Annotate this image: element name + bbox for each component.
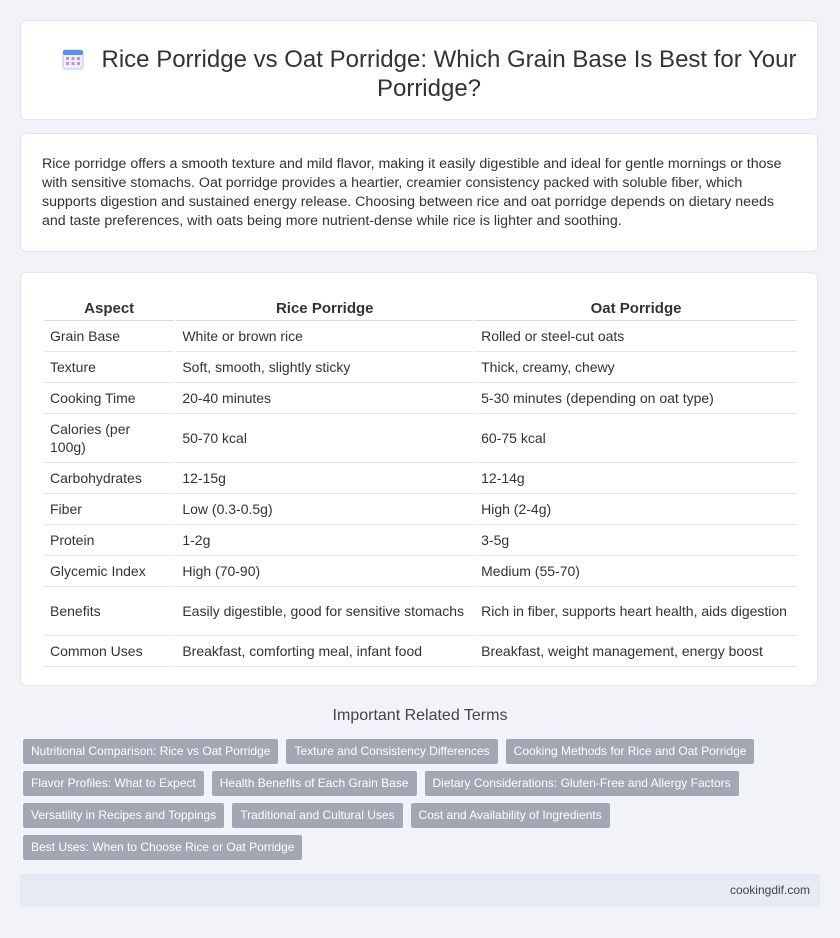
oat-cell: 60-75 kcal <box>475 414 797 463</box>
related-terms-heading: Important Related Terms <box>332 707 508 724</box>
rice-cell: 12-15g <box>176 463 473 494</box>
related-terms-list <box>23 739 803 860</box>
table-row <box>44 321 797 352</box>
rice-cell: White or brown rice <box>176 321 473 352</box>
rice-cell: 20-40 minutes <box>176 383 473 414</box>
rice-cell: 1-2g <box>176 525 473 556</box>
aspect-cell: Benefits <box>44 587 174 636</box>
related-term-tag[interactable]: Flavor Profiles: What to Expect <box>23 771 204 796</box>
related-term-tag[interactable]: Best Uses: When to Choose Rice or Oat Porridge <box>23 835 302 860</box>
summary-card <box>20 133 818 252</box>
calendar-grid-icon <box>62 48 84 70</box>
related-term-tag[interactable]: Cost and Availability of Ingredients <box>411 803 610 828</box>
oat-cell: Rich in fiber, supports heart health, aids digestion <box>475 587 797 636</box>
table-row <box>44 383 797 414</box>
oat-cell: 12-14g <box>475 463 797 494</box>
rice-cell: Easily digestible, good for sensitive stomachs <box>176 587 473 636</box>
table-row <box>44 636 797 667</box>
table-row <box>44 587 797 636</box>
oat-cell: 3-5g <box>475 525 797 556</box>
related-term-tag[interactable]: Traditional and Cultural Uses <box>232 803 402 828</box>
rice-cell: Low (0.3-0.5g) <box>176 494 473 525</box>
aspect-cell: Calories (per 100g) <box>44 414 174 463</box>
rice-cell: High (70-90) <box>176 556 473 587</box>
aspect-cell: Glycemic Index <box>44 556 174 587</box>
related-term-tag[interactable]: Dietary Considerations: Gluten-Free and Allergy Factors <box>425 771 739 796</box>
rice-cell: 50-70 kcal <box>176 414 473 463</box>
header-aspect: Aspect <box>44 293 174 321</box>
aspect-cell: Cooking Time <box>44 383 174 414</box>
table-header-row <box>44 293 797 321</box>
table-row <box>44 556 797 587</box>
table-row <box>44 352 797 383</box>
related-term-tag[interactable]: Nutritional Comparison: Rice vs Oat Porridge <box>23 739 278 764</box>
summary-paragraph: Rice porridge offers a smooth texture and mild flavor, making it easily digestible and ideal for gentle mornings or those with sensitive stomachs. Oat porridge provides a heartier, creamier consistency packed with soluble fiber, which supports digestion and sustained energy release. Choosing between rice and oat porridge depends on dietary needs and taste preferences, with oats being more nutrient-dense while rice is lighter and soothing. <box>42 156 782 229</box>
table-row <box>44 463 797 494</box>
aspect-cell: Texture <box>44 352 174 383</box>
aspect-cell: Carbohydrates <box>44 463 174 494</box>
aspect-cell: Protein <box>44 525 174 556</box>
oat-cell: Medium (55-70) <box>475 556 797 587</box>
related-term-tag[interactable]: Texture and Consistency Differences <box>286 739 497 764</box>
rice-cell: Breakfast, comforting meal, infant food <box>176 636 473 667</box>
oat-cell: 5-30 minutes (depending on oat type) <box>475 383 797 414</box>
related-term-tag[interactable]: Versatility in Recipes and Toppings <box>23 803 224 828</box>
page-title <box>61 45 797 103</box>
comparison-table <box>42 293 799 667</box>
table-row <box>44 414 797 463</box>
header-rice-porridge: Rice Porridge <box>176 293 473 321</box>
table-row <box>44 525 797 556</box>
comparison-table-card <box>20 272 818 686</box>
related-term-tag[interactable]: Cooking Methods for Rice and Oat Porridge <box>506 739 755 764</box>
aspect-cell: Common Uses <box>44 636 174 667</box>
rice-cell: Soft, smooth, slightly sticky <box>176 352 473 383</box>
footer-site-link[interactable]: cookingdif.com <box>729 883 810 897</box>
aspect-cell: Fiber <box>44 494 174 525</box>
related-term-tag[interactable]: Health Benefits of Each Grain Base <box>212 771 417 796</box>
oat-cell: Rolled or steel-cut oats <box>475 321 797 352</box>
oat-cell: Thick, creamy, chewy <box>475 352 797 383</box>
title-card <box>20 20 818 120</box>
header-oat-porridge: Oat Porridge <box>475 293 797 321</box>
footer-bar <box>20 874 820 907</box>
oat-cell: Breakfast, weight management, energy boost <box>475 636 797 667</box>
oat-cell: High (2-4g) <box>475 494 797 525</box>
page-title-text: Rice Porridge vs Oat Porridge: Which Grain Base Is Best for Your Porridge? <box>101 46 797 102</box>
aspect-cell: Grain Base <box>44 321 174 352</box>
table-row <box>44 494 797 525</box>
